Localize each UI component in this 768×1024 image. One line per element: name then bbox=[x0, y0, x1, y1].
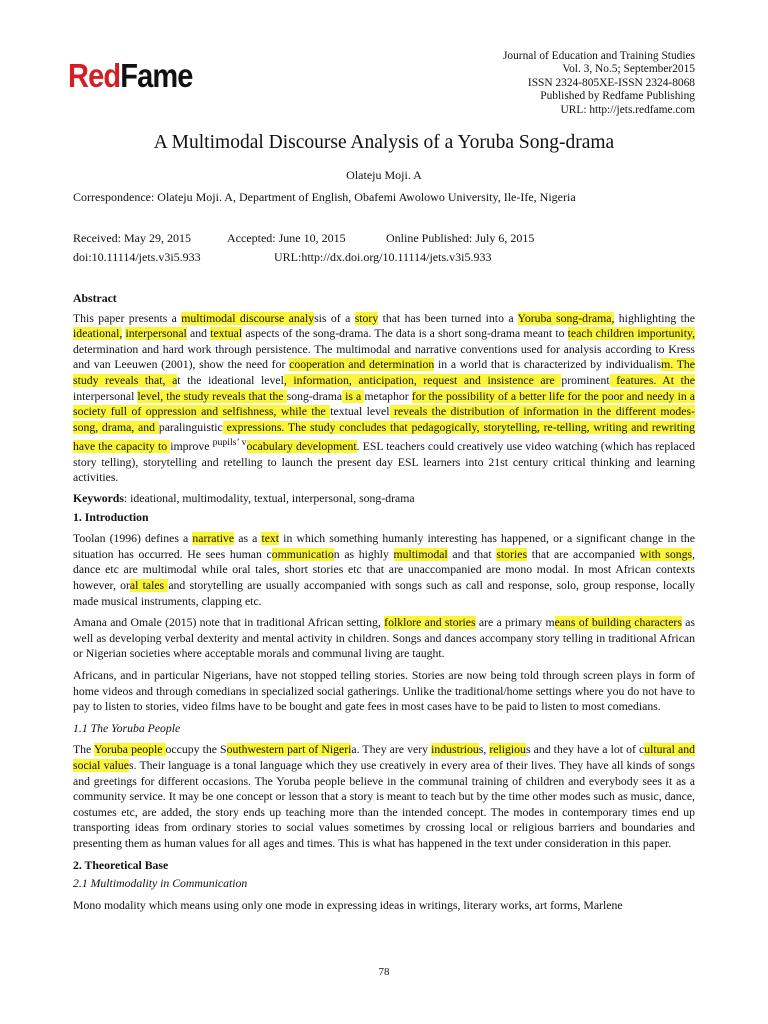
highlighted-text: ommunicatio bbox=[271, 547, 334, 561]
journal-issn: ISSN 2324-805XE-ISSN 2324-8068 bbox=[527, 76, 695, 89]
text-run: in a world that is characterized by bbox=[434, 358, 606, 372]
text-run: s and they have a lot of c bbox=[525, 743, 645, 757]
highlighted-text: ideational, bbox=[73, 327, 123, 341]
journal-url[interactable]: URL: http://jets.redfame.com bbox=[560, 103, 695, 116]
text-run: . ESL teachers could creatively use video watching (which has replaced story telling), storytelling and retelling to launch the present day ESL learners into 21 bbox=[73, 440, 696, 469]
highlighted-text: features. At the bbox=[609, 373, 695, 387]
journal-publisher: Published by Redfame Publishing bbox=[540, 90, 695, 103]
introduction-paragraph-1 bbox=[73, 531, 695, 609]
journal-volume: Vol. 3, No.5; September2015 bbox=[562, 63, 695, 76]
doi: doi:10.11114/jets.v3i5.933 bbox=[73, 250, 201, 264]
introduction-paragraph-3: Africans, and in particular Nigerians, have not stopped telling stories. Stories are now being told through screen plays in form of home videos and through comedians in specialized social gatherings. Unlike the traditional/home settings where you do not have to pay to listen to stories, video films have to be bought and gate fees in most cases have to be paid to listen to most comedians. bbox=[73, 668, 695, 714]
highlighted-text: narrative bbox=[192, 532, 235, 546]
highlighted-text: outhwestern part of Nigeri bbox=[226, 743, 352, 757]
highlighted-text: story bbox=[354, 311, 379, 325]
introduction-heading: 1. Introduction bbox=[73, 510, 149, 524]
abstract-heading: Abstract bbox=[73, 292, 117, 305]
highlighted-text: stories bbox=[496, 547, 528, 561]
text-run: Amana and Omale (2015) note that in traditional African setting, bbox=[73, 616, 385, 630]
text-run: highlighting the bbox=[614, 311, 696, 325]
redfame-logo: RedFame bbox=[68, 57, 193, 94]
text-run: n as highly bbox=[333, 547, 394, 561]
highlighted-text: religiou bbox=[489, 743, 526, 757]
text-run: and bbox=[186, 327, 211, 341]
correspondence: Correspondence: Olateju Moji. A, Department of English, Obafemi Awolowo University, Ile-Ife, Nigeria bbox=[73, 190, 576, 204]
text-run: individualis bbox=[605, 358, 662, 372]
accepted-date: Accepted: June 10, 2015 bbox=[227, 231, 346, 245]
text-run: song-drama bbox=[286, 389, 343, 403]
page-number: 78 bbox=[378, 966, 390, 978]
highlighted-text: ultural and social value bbox=[73, 743, 695, 772]
highlighted-text: Yoruba song-drama, bbox=[517, 311, 615, 325]
paper-author: Olateju Moji. A bbox=[346, 168, 422, 182]
highlighted-text: interpersonal bbox=[125, 327, 187, 341]
text-run: and storytelling are usually accompanied with songs such as call and response, solo, group response, locally made musical instruments, clapping etc. bbox=[73, 579, 696, 608]
highlighted-text: for the possibility of a better life for the poor and needy in a society full of oppression and selfishness, while the bbox=[73, 389, 695, 419]
text-run: This paper presents a bbox=[73, 311, 182, 325]
highlighted-text: with songs bbox=[639, 547, 693, 561]
text-run: s, bbox=[478, 743, 490, 757]
text-run: textual level bbox=[330, 405, 390, 419]
article-body bbox=[73, 291, 695, 913]
highlighted-text: folklore and stories bbox=[384, 616, 476, 630]
text-run: prominent bbox=[561, 373, 610, 387]
highlighted-text: haracters bbox=[639, 616, 682, 630]
text-run: century critical thinking and learning activities. bbox=[73, 455, 696, 485]
journal-name: Journal of Education and Training Studies bbox=[502, 50, 695, 62]
highlighted-text: , information, anticipation, request and insistence are bbox=[283, 373, 562, 387]
text-run: and that bbox=[447, 547, 497, 561]
text-run: determination and hard work through persistence. The multimodal and narrative conventions used for analysis according to Kress and van Leeuwen (2001), show the need for bbox=[73, 342, 695, 372]
highlighted-text: cooperation and determination bbox=[289, 358, 435, 372]
text-run: t the ideational level bbox=[177, 373, 284, 387]
journal-info bbox=[503, 50, 695, 117]
text-run: as well as developing verbal dexterity and mental activity in children. Songs and dances accompany story telling in traditional African or Nigerian societies where acceptable morals and communal living are taught. bbox=[73, 616, 695, 661]
keywords-list: : ideational, multimodality, textual, interpersonal, song-drama bbox=[123, 492, 415, 506]
highlighted-text: industriou bbox=[431, 743, 479, 757]
doi-url[interactable]: URL:http://dx.doi.org/10.11114/jets.v3i5.933 bbox=[274, 250, 492, 264]
abstract-paragraph bbox=[73, 311, 695, 486]
published-date: Online Published: July 6, 2015 bbox=[386, 231, 535, 245]
yoruba-paragraph bbox=[73, 742, 695, 851]
text-run: paralinguistic bbox=[158, 420, 223, 434]
text-run: s. Their language is a tonal language which they use creatively in every area of their lives. They have all kinds of songs and greetings for different occasions. The Yoruba people believe in the communal training of children and everybody sees it as a community service. It may be one concept or lesson that a story is meant to teach but by the time other modes such as music, dance, costumes etc, are added, the story ends up teaching more than the intended concept. The modes in contemporary times end up transporting ideas from ordinary stories to social values sometimes by crossing local or religious barriers and boundaries and presenting them as human values for all ages and times. This is what has happened in the text under consideration in this paper. bbox=[73, 758, 695, 850]
highlighted-text: al tales bbox=[129, 579, 169, 592]
introduction-paragraph-2 bbox=[73, 615, 695, 662]
text-run: The bbox=[73, 743, 94, 757]
text-run: improve bbox=[170, 440, 213, 454]
highlighted-text: textual bbox=[210, 327, 243, 341]
received-date: Received: May 29, 2015 bbox=[73, 231, 191, 245]
text-run: occupy the S bbox=[165, 743, 227, 757]
paper-title: A Multimodal Discourse Analysis of a Yoruba Song-drama bbox=[153, 132, 615, 153]
highlighted-text: expressions. The study concludes that pedagogically, storytelling, re-telling, writing and rewriting have the capacity to bbox=[73, 420, 695, 454]
highlighted-text: eans of building c bbox=[554, 616, 640, 630]
highlighted-text: text bbox=[261, 532, 280, 546]
highlighted-text: multimodal bbox=[393, 547, 448, 561]
text-run: , dance etc are multimodal while oral tales, short stories etc that are unaccompanied are mono modal. In most African contexts however, or bbox=[73, 547, 695, 592]
text-run: that has been turned into a bbox=[378, 311, 518, 325]
highlighted-text: reveals the distribution of information in the different modes- song, drama, and bbox=[73, 405, 695, 434]
text-run: are a primary m bbox=[475, 616, 555, 630]
text-run: sis of a bbox=[314, 311, 355, 325]
text-run: as a bbox=[234, 532, 262, 546]
highlighted-text: level, the study reveals that the bbox=[137, 389, 287, 403]
highlighted-text: m. The study reveals that, a bbox=[73, 358, 695, 387]
text-run: st bbox=[500, 455, 508, 469]
text-run: Toolan (1996) defines a bbox=[73, 532, 193, 546]
highlighted-text: is a bbox=[342, 389, 365, 403]
keywords-label: Keywords bbox=[73, 492, 124, 506]
text-run: metaphor bbox=[364, 389, 412, 403]
highlighted-text: teach children importunity, bbox=[567, 327, 696, 341]
text-run: in which something humanly interesting has happened, or a significant change in the situation has occurred. He sees human c bbox=[73, 532, 695, 561]
keywords bbox=[73, 491, 695, 507]
superscript: pupils’ v bbox=[212, 437, 247, 449]
highlighted-text: ocabulary development bbox=[246, 440, 357, 454]
text-run: that are accompanied bbox=[527, 547, 640, 561]
text-run: a. They are very bbox=[351, 743, 432, 757]
yoruba-subheading: 1.1 The Yoruba People bbox=[73, 721, 181, 735]
text-run: interpersonal bbox=[73, 389, 138, 403]
multimodality-subheading: 2.1 Multimodality in Communication bbox=[73, 877, 248, 891]
highlighted-text: multimodal discourse analy bbox=[181, 311, 315, 325]
multimodality-paragraph: Mono modality which means using only one mode in expressing ideas in writings, literary works, art forms, Marlene bbox=[73, 898, 623, 912]
highlighted-text: Yoruba people bbox=[93, 743, 166, 757]
text-run: aspects of the song-drama. The data is a short song-drama meant to bbox=[242, 327, 568, 341]
theoretical-heading: 2. Theoretical Base bbox=[73, 858, 169, 872]
